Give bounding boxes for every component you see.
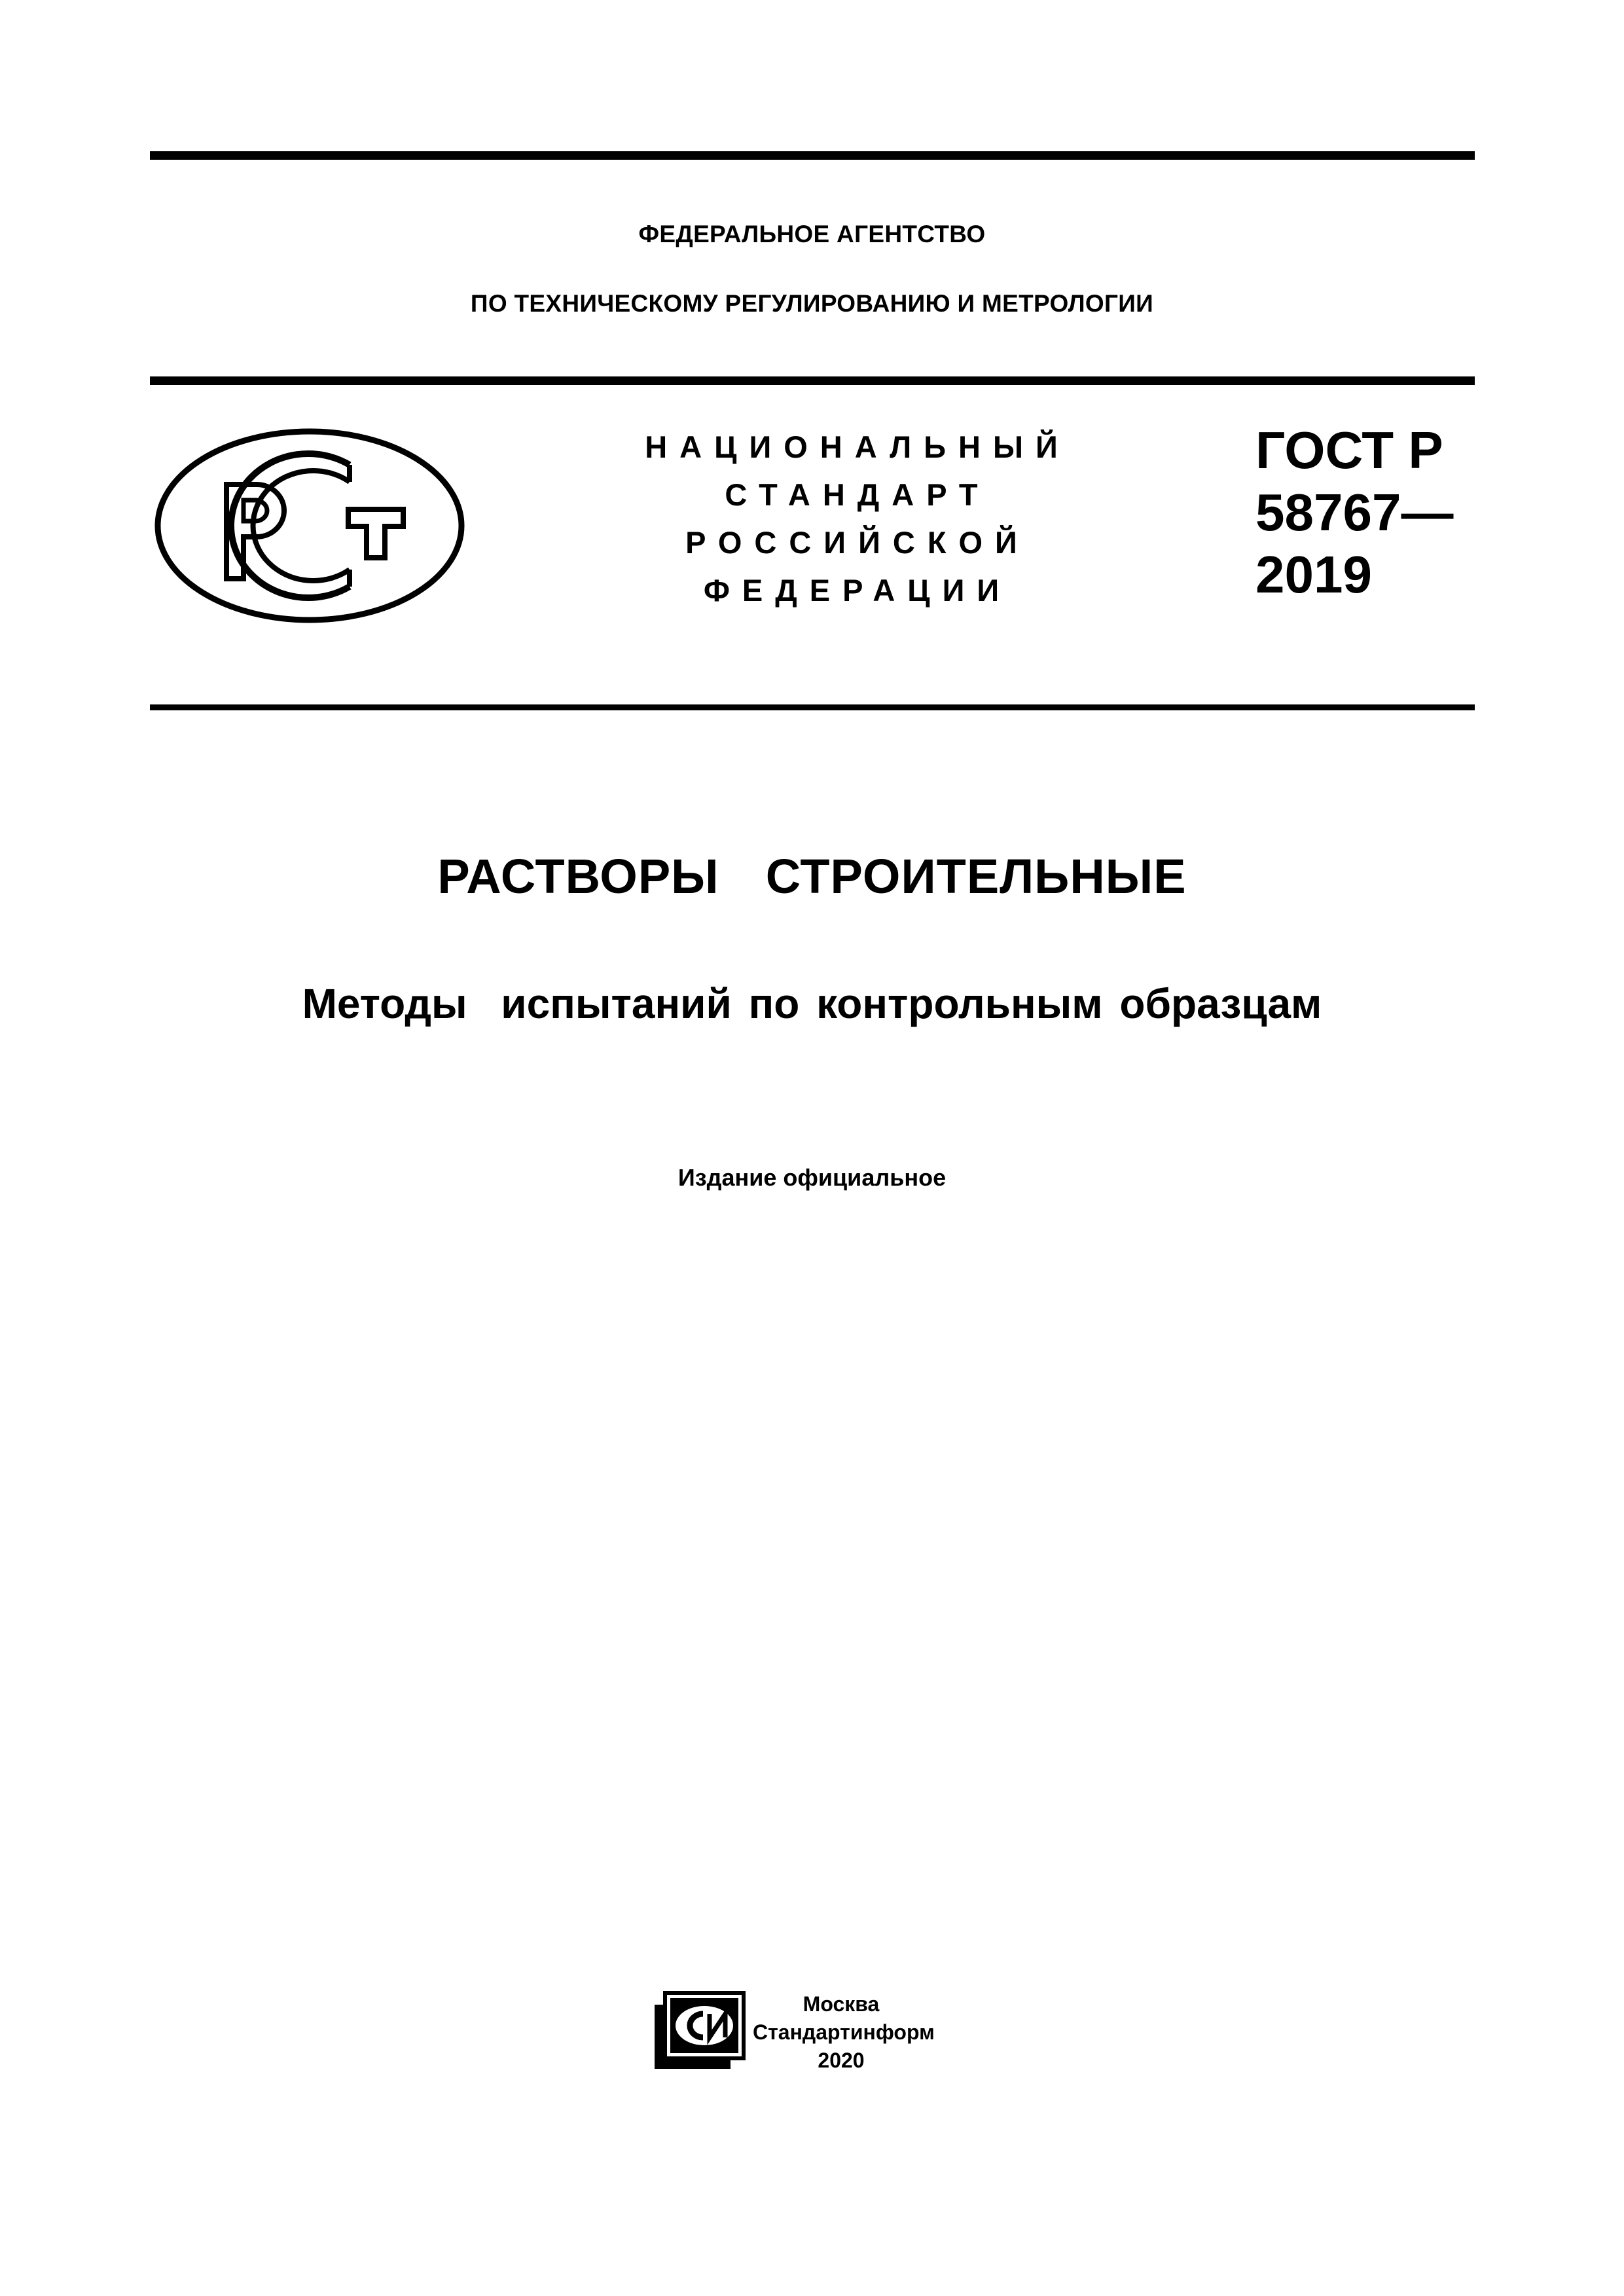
- publisher-city: Москва: [803, 1992, 880, 2016]
- document-subtitle: Методы испытаний по контрольным образцам: [302, 980, 1322, 1027]
- publisher-block: [753, 1990, 935, 2075]
- publisher-year: 2020: [818, 2049, 865, 2072]
- top-rule: [150, 151, 1475, 160]
- document-title: РАСТВОРЫ СТРОИТЕЛЬНЫЕ: [437, 849, 1187, 903]
- standard-number-prefix: ГОСТ Р: [1255, 421, 1443, 479]
- standard-type-block: [609, 423, 1106, 614]
- standard-number: [1255, 419, 1530, 606]
- standard-number-year: 2019: [1255, 545, 1372, 604]
- agency-name-line-2: ПО ТЕХНИЧЕСКОМУ РЕГУЛИРОВАНИЮ И МЕТРОЛОГИИ: [470, 290, 1154, 317]
- standard-number-code: 58767—: [1255, 483, 1454, 541]
- standard-type-line: РОССИЙСКОЙ: [685, 525, 1030, 560]
- edition-label: Издание официальное: [677, 1164, 947, 1191]
- agency-name-line-1: ФЕДЕРАЛЬНОЕ АГЕНТСТВО: [638, 221, 986, 247]
- standartinform-logo: [651, 1990, 746, 2070]
- standard-type-line: НАЦИОНАЛЬНЫЙ: [645, 429, 1070, 464]
- header-rule: [150, 376, 1475, 385]
- standard-type-line: ФЕДЕРАЦИИ: [703, 573, 1012, 608]
- header-bottom-rule: [150, 704, 1475, 710]
- publisher-name: Стандартинформ: [753, 2020, 935, 2044]
- rst-logo: [153, 427, 466, 625]
- standard-type-line: СТАНДАРТ: [725, 477, 990, 512]
